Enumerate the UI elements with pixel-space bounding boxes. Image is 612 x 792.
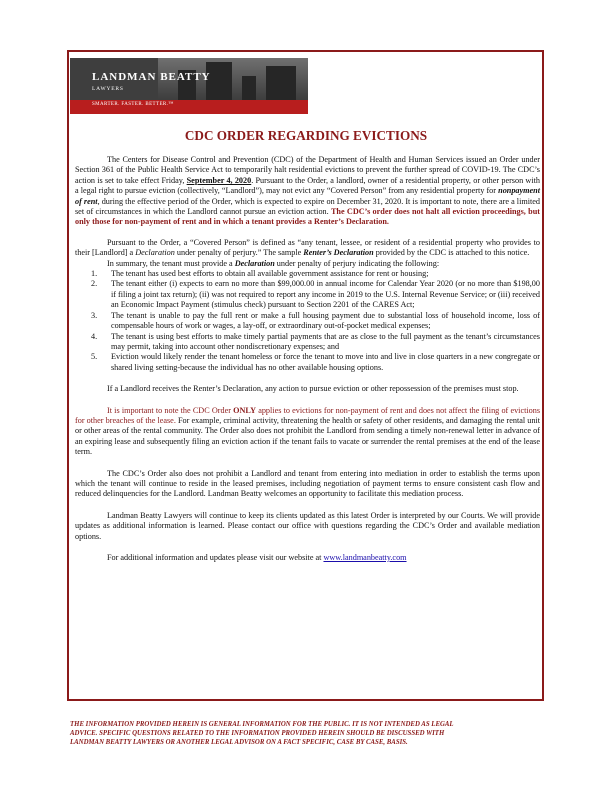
summary-text-a: In summary, the tenant must provide a [107,258,235,268]
list-item: 5. Eviction would likely render the tenant homeless or force the tenant to move into and live in close quarters in a new congregate or shared living setting-because the individual has no other available housing options. [91,352,540,372]
p4-only-emphasis: ONLY [233,405,257,415]
p1-red-statement: The CDC’s order does not halt all eviction proceedings, but only those for non-payment of rent and in which a tenant provides a Renter’s Declaration. [75,207,540,227]
p2-emphasis-2: Renter’s Declaration [303,248,374,258]
document-body [75,155,540,563]
p2-text-c: provided by the CDC is attached to this notice. [373,248,530,258]
summary-emphasis: Declaration [234,258,275,268]
p1-text-a: The Centers for Disease Control and Prevention (CDC) of the Department of Health and Human Services issued an Order under Section 361 of the Public Health Service Act to temporarily halt residential evictions to prevent the further spread of COVID-19. The CDC’s action is set to take effect Friday, [75,155,540,185]
list-item: 4. The tenant is using best efforts to make timely partial payments that are as close to the full payment as the tenant’s circumstances may permit, taking into account other nondiscretionary expenses; and [91,331,540,351]
paragraph-mediation: The CDC’s Order also does not prohibit a Landlord and tenant from entering into mediation in order to establish the terms upon which the tenant will continue to reside in the leased premises, including negotiation of payment terms to ensure consistent cash flow and reduced delinquencies for the Landlord. Landman Beatty welcomes an opportunity to facilitate this mediation process. [75,468,540,499]
list-item: 3. The tenant is unable to pay the full rent or make a full housing payment due to substantial loss of household income, loss of compensable hours of work or wages, a lay-off, or extraordinary out-of-pocket medical expenses; [91,310,540,331]
disclaimer-line: ADVICE. SPECIFIC QUESTIONS RELATED TO THE INFORMATION PROVIDED HEREIN SHOULD BE DISCUSSED WITH [70,730,445,737]
legal-disclaimer [70,720,540,747]
logo-name: LANDMAN BEATTY [92,71,211,83]
p1-emphasis: nonpayment of rent [75,186,540,206]
paragraph-only-nonpayment [75,406,540,458]
website-link[interactable]: www.landmanbeatty.com [323,553,407,562]
logo-sub: LAWYERS [92,86,124,92]
paragraph-intro [75,155,540,228]
disclaimer-line: LANDMAN BEATTY LAWYERS OR ANOTHER LEGAL ADVISOR ON A FACT SPECIFIC, CASE BY CASE, BASIS. [70,739,408,746]
paragraph-renter-declaration: If a Landlord receives the Renter’s Declaration, any action to pursue eviction or other repossession of the premises must stop. [107,384,519,394]
paragraph-covered-person [75,238,540,259]
summary-text-b: under penalty of perjury indicating the following: [274,258,440,268]
paragraph-updates: Landman Beatty Lawyers will continue to keep its clients updated as this latest Order is interpreted by our Courts. We will provide updates as additional information is learned. Please contact our office with questions regarding the CDC’s Order and available mediation options. [75,510,540,541]
p2-emphasis-1: Declaration [135,248,175,258]
disclaimer-line: THE INFORMATION PROVIDED HEREIN IS GENERAL INFORMATION FOR THE PUBLIC. IT IS NOT INTENDED AS LEGAL [70,721,454,728]
website-text: For additional information and updates please visit our website at [107,553,324,562]
p4-red-b: applies to evictions for non-payment of rent and does not affect the filing of evictions for other breaches of the lease. [75,405,541,425]
p4-text: For example, criminal activity, threatening the health or safety of other residents, and damaging the rental unit or other areas of the rental community. The Order also does not prohibit the Landlord from sending a timely non-renewal letter in advance of an expiring lease and subsequently filing an eviction action if the tenant fails to vacate or surrender the rental premises at the end of the lease term. [75,415,540,457]
p1-text-b: . Pursuant to the Order, a landlord, owner of a residential property, or other person with a legal right to pursue eviction (collectively, “Landlord”), may not evict any “Covered Person” from any residential property for [75,175,540,196]
p2-text-a: Pursuant to the Order, a “Covered Person” is defined as “any tenant, lessee, or resident of a residential property who provides to their [Landlord] a [75,237,540,258]
p1-text-c: , during the effective period of the Order, which is expected to expire on December 31, 2020. It is important to note, there are a limited set of circumstances in which the Landlord cannot pursue an eviction action. [75,196,541,217]
effective-date: September 4, 2020 [186,175,252,185]
p4-red-a: It is important to note the CDC Order [107,405,234,415]
p2-text-b: under penalty of perjury.” The sample [174,248,304,258]
list-item: 2. The tenant either (i) expects to earn no more than $99,000.00 in annual income for Calendar Year 2020 (or no more than $198,00 if filing a joint tax return); (ii) was not required to report any income in 2019 to the U.S. Internal Revenue Service; or (iii) received an Economic Impact Payment (stimulus check) pursuant to Section 2201 of the CARES Act; [91,279,540,310]
declaration-list [75,269,540,373]
summary-line [75,259,540,269]
list-item: 1. The tenant has used best efforts to obtain all available government assistance for rent or housing; [91,269,429,279]
page-title: CDC ORDER REGARDING EVICTIONS [184,128,428,143]
paragraph-website [75,553,540,563]
firm-logo [70,58,308,114]
logo-tagline: SMARTER. FASTER. BETTER.™ [92,102,174,107]
